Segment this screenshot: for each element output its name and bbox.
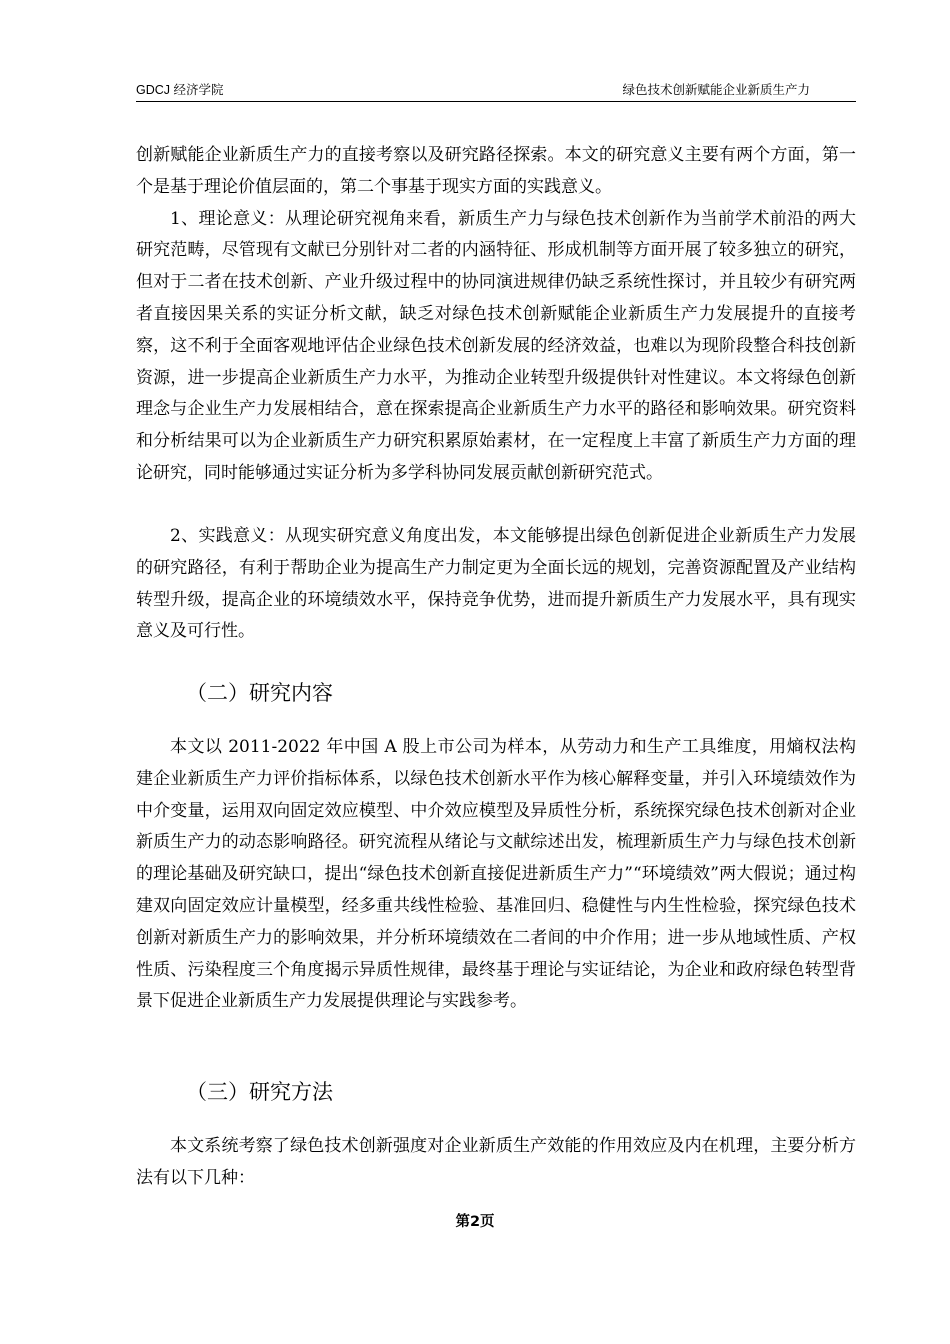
header-divider bbox=[136, 101, 856, 102]
paragraph-research-methods: 本文系统考察了绿色技术创新强度对企业新质生产效能的作用效应及内在机理，主要分析方法有以下几种： bbox=[136, 1136, 856, 1188]
paragraph-practical-significance: 2、实践意义：从现实研究意义角度出发，本文能够提出绿色创新促进企业新质生产力发展的研究路径，有利于帮助企业为提高生产力制定更为全面长远的规划，完善资源配置及产业结构转型升级，提高企业的环境绩效水平，保持竞争优势，进而提升新质生产力发展水平，具有现实意义及可行性。 bbox=[136, 526, 856, 642]
header-institution: GDCJ 经济学院 bbox=[136, 83, 224, 97]
paragraph-theoretical-significance: 1、理论意义：从理论研究视角来看，新质生产力与绿色技术创新作为当前学术前沿的两大研究范畴，尽管现有文献已分别针对二者的内涵特征、形成机制等方面开展了较多独立的研究，但对于二者在技术创新、产业升级过程中的协同演进规律仍缺乏系统性探讨，并且较少有研究两者直接因果关系的实证分析文献，缺乏对绿色技术创新赋能企业新质生产力发展提升的直接考察，这不利于全面客观地评估企业绿色技术创新发展的经济效益，也难以为现阶段整合科技创新资源，进一步提高企业新质生产力水平，为推动企业转型升级提供针对性建议。本文将绿色创新理念与企业生产力发展相结合，意在探索提高企业新质生产力水平的路径和影响效果。研究资料和分析结果可以为企业新质生产力研究积累原始素材，在一定程度上丰富了新质生产力方面的理论研究，同时能够通过实证分析为多学科协同发展贡献创新研究范式。 bbox=[136, 208, 856, 483]
section-heading-research-content: （二）研究内容 bbox=[186, 681, 333, 705]
page-number: 第2页 bbox=[455, 1214, 495, 1230]
paragraph-research-content: 本文以 2011-2022 年中国 A 股上市公司为样本，从劳动力和生产工具维度，用熵权法构建企业新质生产力评价指标体系，以绿色技术创新水平作为核心解释变量，并引入环境绩效作为中介变量，运用双向固定效应模型、中介效应模型及异质性分析，系统探究绿色技术创新对企业新质生产力的动态影响路径。研究流程从绪论与文献综述出发，梳理新质生产力与绿色技术创新的理论基础及研究缺口，提出“绿色技术创新直接促进新质生产力”“环境绩效”两大假说；通过构建双向固定效应计量模型，经多重共线性检验、基准回归、稳健性与内生性检验，探究绿色技术创新对新质生产力的影响效果，并分析环境绩效在二者间的中介作用；进一步从地域性质、产权性质、污染程度三个角度揭示异质性规律，最终基于理论与实证结论，为企业和政府绿色转型背景下促进企业新质生产力发展提供理论与实践参考。 bbox=[136, 737, 856, 1012]
section-heading-research-methods: （三）研究方法 bbox=[186, 1080, 333, 1104]
page-header bbox=[136, 80, 856, 102]
paragraph-intro: 创新赋能企业新质生产力的直接考察以及研究路径探索。本文的研究意义主要有两个方面，第一个是基于理论价值层面的，第二个事基于现实方面的实践意义。 bbox=[136, 145, 856, 197]
body-paragraph-research-significance bbox=[136, 140, 856, 490]
header-paper-title: 绿色技术创新赋能企业新质生产力 bbox=[622, 83, 810, 97]
